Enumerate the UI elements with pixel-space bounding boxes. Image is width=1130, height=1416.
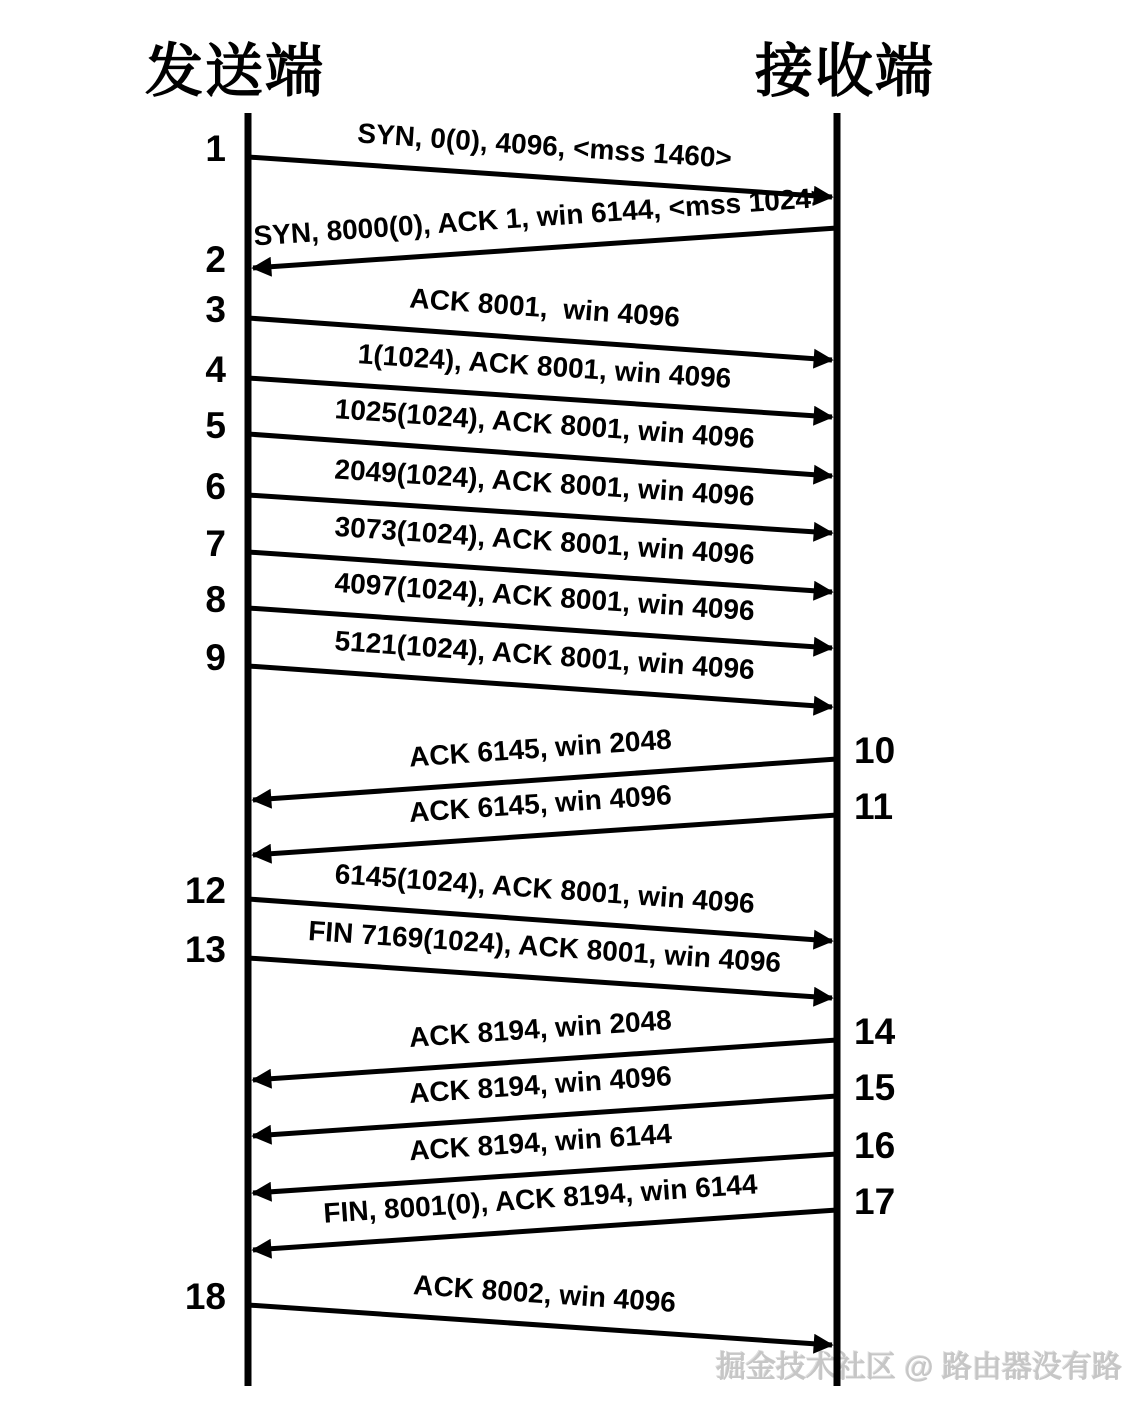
watermark: 掘金技术社区 @ 路由器没有路 <box>716 1351 1122 1384</box>
message-number: 16 <box>854 1125 896 1166</box>
message-number: 3 <box>205 289 226 330</box>
message-number: 17 <box>854 1181 896 1222</box>
message-label: ACK 8194, win 6144 <box>408 1117 673 1167</box>
message-number: 7 <box>205 523 226 564</box>
message-label: ACK 8002, win 4096 <box>412 1269 677 1318</box>
message-label: ACK 8194, win 2048 <box>408 1004 673 1053</box>
message-label: ACK 8194, win 4096 <box>408 1060 673 1109</box>
receiver-title: 接收端 <box>754 39 936 104</box>
message-number: 8 <box>205 579 226 620</box>
message-label: SYN, 0(0), 4096, <mss 1460> <box>356 117 733 174</box>
message-6 <box>205 454 832 533</box>
message-label: 1(1024), ACK 8001, win 4096 <box>356 338 733 394</box>
message-label: ACK 6145, win 2048 <box>408 723 673 773</box>
message-4 <box>205 338 832 417</box>
message-2 <box>205 182 837 280</box>
message-number: 12 <box>184 870 226 911</box>
message-arrows <box>185 117 896 1345</box>
message-number: 4 <box>205 349 226 390</box>
message-arrow <box>253 815 837 855</box>
message-number: 1 <box>205 128 226 169</box>
message-number: 14 <box>854 1011 896 1052</box>
message-13 <box>185 915 832 998</box>
message-label: FIN 7169(1024), ACK 8001, win 4096 <box>307 915 782 979</box>
message-number: 13 <box>184 929 226 970</box>
message-number: 2 <box>205 239 226 280</box>
message-number: 18 <box>184 1276 226 1317</box>
message-9 <box>205 625 832 707</box>
message-label: 5121(1024), ACK 8001, win 4096 <box>333 625 756 686</box>
message-arrow <box>248 1305 832 1345</box>
message-label: 1025(1024), ACK 8001, win 4096 <box>333 393 756 455</box>
message-number: 15 <box>854 1067 896 1108</box>
message-8 <box>205 567 832 648</box>
message-1 <box>205 117 832 197</box>
message-number: 9 <box>205 637 226 678</box>
message-5 <box>205 393 832 476</box>
message-18 <box>185 1269 832 1345</box>
message-label: ACK 8001, win 4096 <box>408 282 681 333</box>
message-number: 5 <box>205 405 226 446</box>
message-number: 6 <box>205 466 226 507</box>
message-label: SYN, 8000(0), ACK 1, win 6144, <mss 1024> <box>252 181 829 252</box>
message-label: 3073(1024), ACK 8001, win 4096 <box>333 510 756 571</box>
message-number: 11 <box>854 786 894 827</box>
message-label: 4097(1024), ACK 8001, win 4096 <box>333 566 756 627</box>
message-label: 2049(1024), ACK 8001, win 4096 <box>333 453 756 512</box>
message-label: 6145(1024), ACK 8001, win 4096 <box>333 858 756 920</box>
message-label: FIN, 8001(0), ACK 8194, win 6144 <box>322 1168 759 1229</box>
message-label: ACK 6145, win 4096 <box>408 779 673 828</box>
message-17 <box>253 1168 895 1250</box>
message-11 <box>253 779 893 855</box>
sender-title: 发送端 <box>144 39 326 104</box>
message-number: 10 <box>854 730 896 771</box>
